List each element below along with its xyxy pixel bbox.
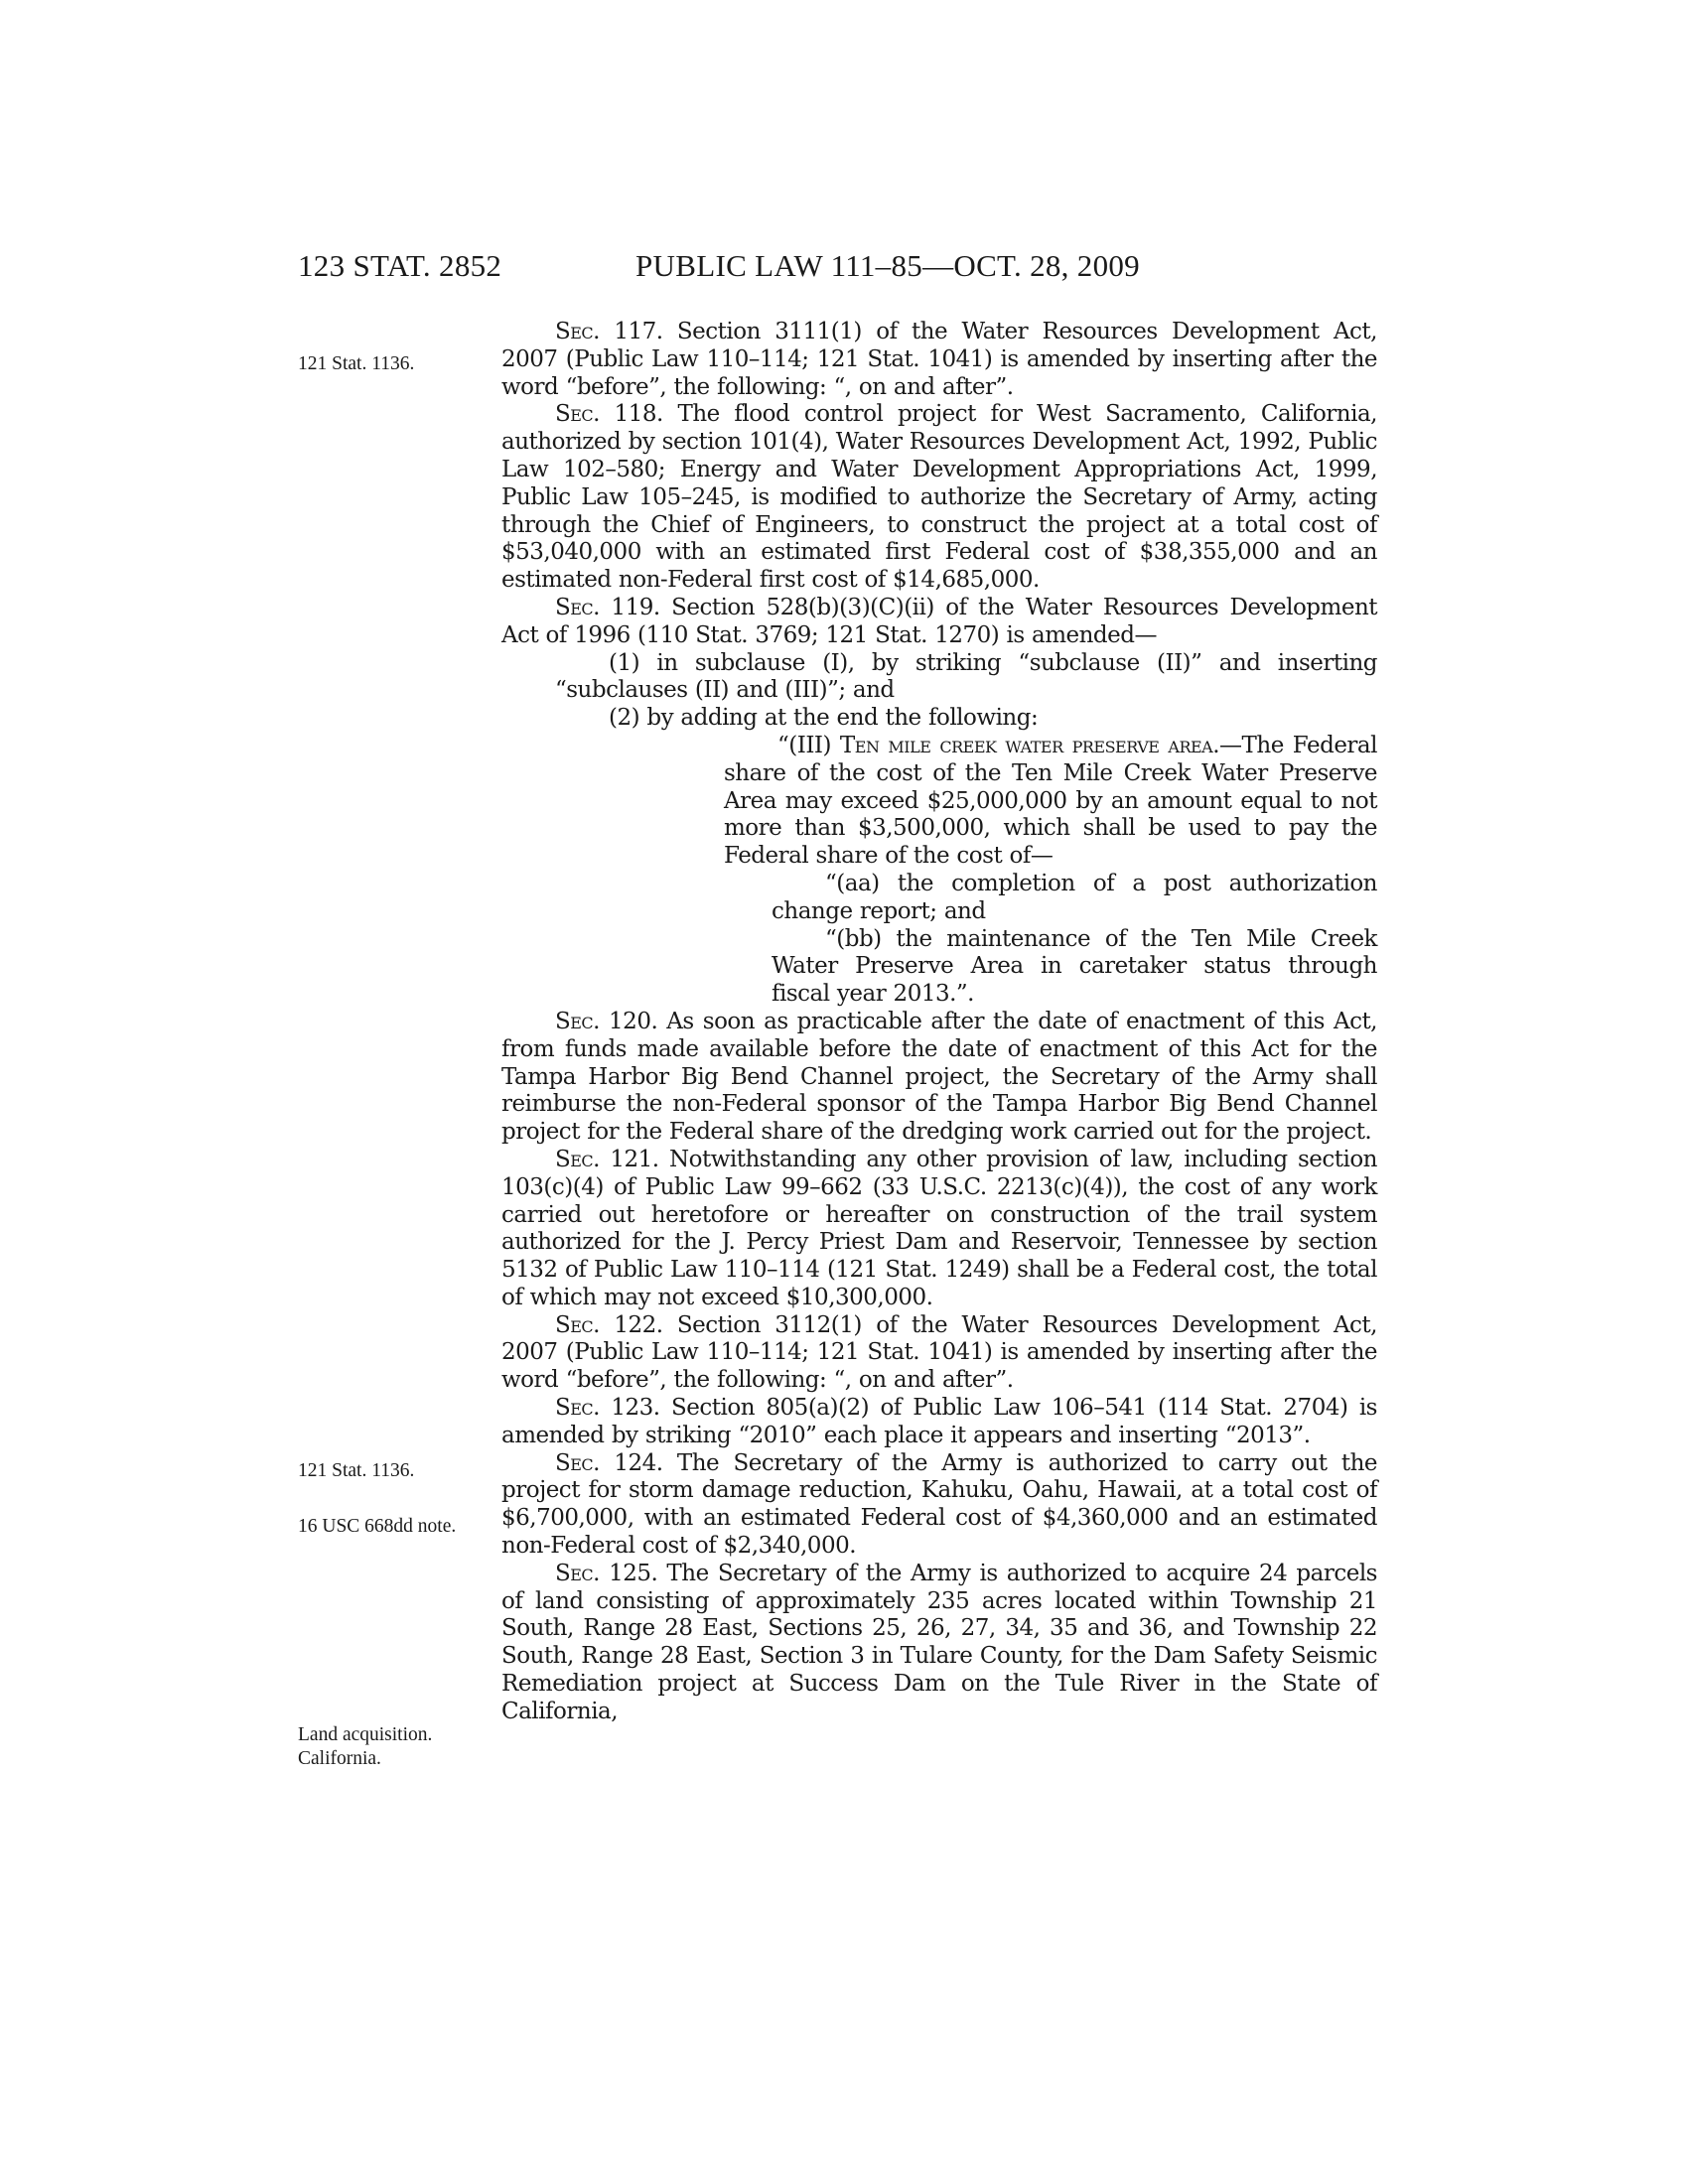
subclause-lead: “(III): [777, 732, 840, 758]
statute-body: [501, 319, 1377, 1726]
running-title: PUBLIC LAW 111–85—OCT. 28, 2009: [635, 248, 1140, 283]
section-label: Sec.: [555, 1449, 600, 1476]
section-text: 124. The Secretary of the Army is authorized to carry out the project for storm damage reduction, Kahuku, Oahu, Hawaii, at a total cost of $6,700,000, with an estimated Federal cost of $4,360,000 and an estimated non-Federal cost of $2,340,000.: [501, 1449, 1377, 1560]
subclause-iii: [501, 733, 1377, 871]
subclause-text: .—The Federal share of the cost of the Ten Mile Creek Water Preserve Area may exceed $25,000,000 by an amount equal to not more than $3,500,000, which shall be used to pay the Federal share of the cost of—: [724, 732, 1377, 870]
section-122: [501, 1312, 1377, 1395]
section-117: [501, 319, 1377, 401]
section-121: [501, 1147, 1377, 1312]
item-aa: “(aa) the completion of a post authorization change report; and: [772, 870, 1377, 924]
item-bb: “(bb) the maintenance of the Ten Mile Creek Water Preserve Area in caretaker status through fiscal year 2013.”.: [772, 925, 1377, 1008]
section-text: 117. Section 3111(1) of the Water Resources Development Act, 2007 (Public Law 110–114; 121 Stat. 1041) is amended by inserting after the word “before”, the following: “, on and after”.: [501, 319, 1377, 400]
section-text: 125. The Secretary of the Army is authorized to acquire 24 parcels of land consisting of approximately 235 acres located within Township 21 South, Range 28 East, Sections 25, 26, 27, 34, 35 and 36, and Township 22 South, Range 28 East, Section 3 in Tulare County, for the Dam Safety Seismic Remediation project at Success Dam on the Tule River in the State of California,: [501, 1560, 1377, 1724]
section-text: 119. Section 528(b)(3)(C)(ii) of the Water Resources Development Act of 1996 (110 Stat. 3769; 121 Stat. 1270) is amended—: [501, 594, 1377, 648]
section-119: [501, 595, 1377, 650]
margin-note-usc-123: 16 USC 668dd note.: [298, 1516, 457, 1537]
section-119-item-1: (1) in subclause (I), by striking “subclause (II)” and inserting “subclauses (II) and (III)”; and: [555, 649, 1377, 704]
section-text: 121. Notwithstanding any other provision of law, including section 103(c)(4) of Public Law 99–662 (33 U.S.C. 2213(c)(4)), the cost of any work carried out heretofore or hereafter on construction of the trail system authorized for the J. Percy Priest Dam and Reservoir, Tennessee by section 5132 of Public Law 110–114 (121 Stat. 1249) shall be a Federal cost, the total of which may not exceed $10,300,000.: [501, 1146, 1377, 1310]
section-text: 123. Section 805(a)(2) of Public Law 106–541 (114 Stat. 2704) is amended by striking “2010” each place it appears and inserting “2013”.: [501, 1395, 1377, 1448]
margin-note-stat-122: 121 Stat. 1136.: [298, 1460, 415, 1481]
section-124: [501, 1450, 1377, 1561]
section-label: Sec.: [555, 1311, 600, 1338]
subclause-heading: Ten mile creek water preserve area: [839, 732, 1213, 758]
section-label: Sec.: [555, 1395, 600, 1422]
section-label: Sec.: [555, 594, 600, 620]
section-text: 118. The flood control project for West Sacramento, California, authorized by section 101(4), Water Resources Development Act, 1992, Public Law 102–580; Energy and Water Development Appropriations Act, 1999, Public Law 105–245, is modified to authorize the Secretary of Army, acting through the Chief of Engineers, to construct the project at a total cost of $53,040,000 with an estimated first Federal cost of $38,355,000 and an estimated non-Federal first cost of $14,685,000.: [501, 401, 1377, 594]
section-118: [501, 401, 1377, 595]
section-label: Sec.: [555, 319, 600, 344]
section-125: [501, 1561, 1377, 1726]
page-header: [298, 248, 1390, 288]
section-text: 122. Section 3112(1) of the Water Resources Development Act, 2007 (Public Law 110–114; 121 Stat. 1041) is amended by inserting after the word “before”, the following: “, on and after”.: [501, 1311, 1377, 1394]
margin-note-stat-117: 121 Stat. 1136.: [298, 353, 415, 374]
section-text: 120. As soon as practicable after the date of enactment of this Act, from funds made available before the date of enactment of this Act for the Tampa Harbor Big Bend Channel project, the Secretary of the Army shall reimburse the non-Federal sponsor of the Tampa Harbor Big Bend Channel project for the Federal share of the dredging work carried out for the project.: [501, 1008, 1377, 1146]
section-label: Sec.: [555, 1146, 600, 1172]
section-120: [501, 1009, 1377, 1147]
section-label: Sec.: [555, 401, 600, 428]
section-119-item-2: (2) by adding at the end the following:: [609, 705, 1039, 732]
section-label: Sec.: [555, 1560, 600, 1586]
margin-note-land-acquisition: Land acquisition. California.: [298, 1724, 433, 1769]
section-label: Sec.: [555, 1008, 600, 1034]
section-123: [501, 1395, 1377, 1450]
statute-page-citation: 123 STAT. 2852: [298, 248, 502, 283]
